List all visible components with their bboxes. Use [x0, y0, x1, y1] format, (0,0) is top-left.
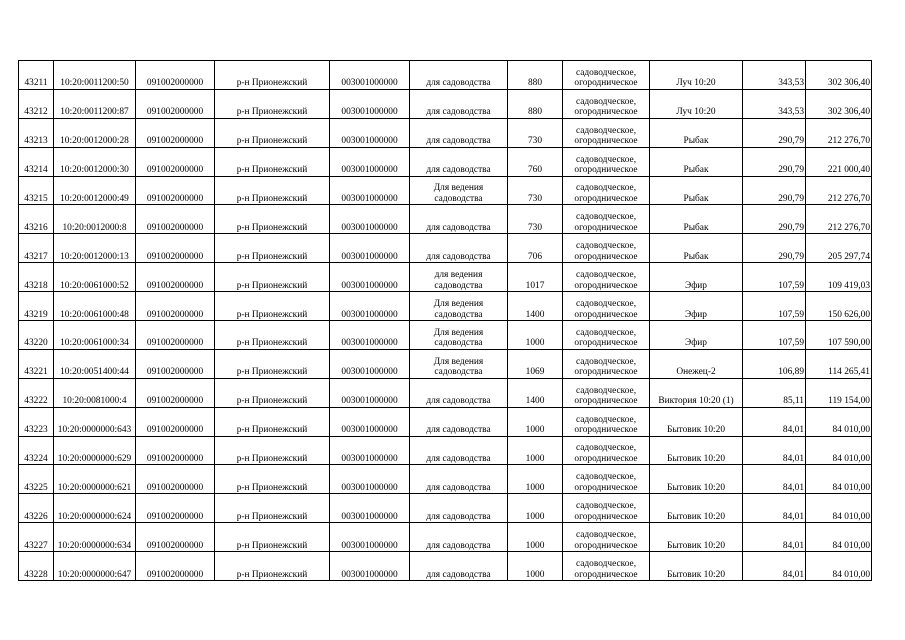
- permitted-use-cell: [410, 321, 508, 350]
- land-category-line: огородническое: [574, 540, 638, 551]
- permitted-use-line: для садоводства: [426, 396, 491, 407]
- okato-code-cell: 003001000000: [330, 523, 410, 552]
- permitted-use-cell: [410, 349, 508, 378]
- land-category-line: огородническое: [574, 107, 638, 118]
- permitted-use-line: для садоводства: [426, 425, 491, 436]
- permitted-use-line: для садоводства: [426, 251, 491, 262]
- plot-area-cell: 1400: [508, 378, 563, 407]
- association-name-cell: Луч 10:20: [650, 61, 743, 90]
- table-row: [19, 465, 872, 494]
- unit-price-cell: 107,59: [743, 292, 806, 321]
- okato-code-cell: 003001000000: [330, 321, 410, 350]
- land-category-cell: [563, 523, 650, 552]
- territory-code-cell: 091002000000: [136, 147, 215, 176]
- okato-code-cell: 003001000000: [330, 234, 410, 263]
- table-row: [19, 407, 872, 436]
- association-name-cell: Бытовик 10:20: [650, 523, 743, 552]
- permitted-use-cell: [410, 407, 508, 436]
- territory-code-cell: 091002000000: [136, 349, 215, 378]
- unit-price-cell: 290,79: [743, 118, 806, 147]
- table-row: [19, 61, 872, 90]
- table-row: [19, 205, 872, 234]
- land-category-line: огородническое: [574, 482, 638, 493]
- land-category-cell: [563, 465, 650, 494]
- row-id-cell: 43228: [19, 552, 54, 581]
- district-name-cell: р-н Прионежский: [215, 263, 330, 292]
- district-name-cell: р-н Прионежский: [215, 205, 330, 234]
- land-category-line: огородническое: [574, 367, 638, 378]
- row-id-cell: 43225: [19, 465, 54, 494]
- plot-area-cell: 1000: [508, 321, 563, 350]
- cadastral-number-cell: 10:20:0061000:48: [54, 292, 136, 321]
- cadastral-number-cell: 10:20:0012000:8: [54, 205, 136, 234]
- permitted-use-cell: [410, 292, 508, 321]
- cadastral-cost-cell: 119 154,00: [806, 378, 872, 407]
- unit-price-cell: 85,11: [743, 378, 806, 407]
- unit-price-cell: 84,01: [743, 494, 806, 523]
- permitted-use-line: для садоводства: [426, 78, 491, 89]
- cadastral-number-cell: 10:20:0061000:34: [54, 321, 136, 350]
- cadastral-number-cell: 10:20:0012000:13: [54, 234, 136, 263]
- district-name-cell: р-н Прионежский: [215, 349, 330, 378]
- cadastral-cost-cell: 84 010,00: [806, 552, 872, 581]
- okato-code-cell: 003001000000: [330, 349, 410, 378]
- cadastral-cost-cell: 84 010,00: [806, 465, 872, 494]
- permitted-use-line: для садоводства: [426, 540, 491, 551]
- okato-code-cell: 003001000000: [330, 552, 410, 581]
- district-name-cell: р-н Прионежский: [215, 292, 330, 321]
- cadastral-cost-cell: 212 276,70: [806, 205, 872, 234]
- land-category-cell: [563, 176, 650, 205]
- cadastral-cost-cell: 107 590,00: [806, 321, 872, 350]
- district-name-cell: р-н Прионежский: [215, 147, 330, 176]
- table-row: [19, 292, 872, 321]
- land-category-line: садоводческое,: [575, 67, 637, 78]
- territory-code-cell: 091002000000: [136, 234, 215, 263]
- cadastral-number-cell: 10:20:0051400:44: [54, 349, 136, 378]
- land-category-cell: [563, 436, 650, 465]
- territory-code-cell: 091002000000: [136, 436, 215, 465]
- land-category-cell: [563, 61, 650, 90]
- table-row: [19, 176, 872, 205]
- territory-code-cell: 091002000000: [136, 205, 215, 234]
- district-name-cell: р-н Прионежский: [215, 465, 330, 494]
- plot-area-cell: 1000: [508, 552, 563, 581]
- plot-area-cell: 1000: [508, 494, 563, 523]
- land-category-line: огородническое: [574, 511, 638, 522]
- cadastral-cost-cell: 84 010,00: [806, 494, 872, 523]
- okato-code-cell: 003001000000: [330, 147, 410, 176]
- plot-area-cell: 730: [508, 176, 563, 205]
- permitted-use-line: для садоводства: [426, 569, 491, 580]
- permitted-use-cell: [410, 61, 508, 90]
- cadastral-cost-cell: 84 010,00: [806, 436, 872, 465]
- permitted-use-line: для садоводства: [426, 165, 491, 176]
- land-category-line: садоводческое,: [575, 385, 637, 396]
- plot-area-cell: 1400: [508, 292, 563, 321]
- land-category-cell: [563, 349, 650, 378]
- cadastral-cost-cell: 84 010,00: [806, 407, 872, 436]
- land-category-line: садоводческое,: [575, 559, 637, 570]
- okato-code-cell: 003001000000: [330, 89, 410, 118]
- land-category-cell: [563, 552, 650, 581]
- permitted-use-line: для садоводства: [426, 453, 491, 464]
- permitted-use-cell: [410, 494, 508, 523]
- cadastral-number-cell: 10:20:0000000:621: [54, 465, 136, 494]
- association-name-cell: Бытовик 10:20: [650, 465, 743, 494]
- land-category-line: огородническое: [574, 453, 638, 464]
- cadastral-cost-cell: 212 276,70: [806, 118, 872, 147]
- unit-price-cell: 343,53: [743, 89, 806, 118]
- cadastral-number-cell: 10:20:0000000:629: [54, 436, 136, 465]
- land-category-cell: [563, 263, 650, 292]
- territory-code-cell: 091002000000: [136, 321, 215, 350]
- row-id-cell: 43215: [19, 176, 54, 205]
- land-category-line: садоводческое,: [575, 530, 637, 541]
- plot-area-cell: 1069: [508, 349, 563, 378]
- land-category-line: огородническое: [574, 136, 638, 147]
- district-name-cell: р-н Прионежский: [215, 89, 330, 118]
- association-name-cell: Эфир: [650, 292, 743, 321]
- territory-code-cell: 091002000000: [136, 292, 215, 321]
- permitted-use-line: садоводства: [434, 367, 483, 378]
- plot-area-cell: 1000: [508, 407, 563, 436]
- row-id-cell: 43219: [19, 292, 54, 321]
- permitted-use-line: для садоводства: [426, 222, 491, 233]
- permitted-use-line: садоводства: [434, 193, 483, 204]
- okato-code-cell: 003001000000: [330, 61, 410, 90]
- association-name-cell: Бытовик 10:20: [650, 494, 743, 523]
- land-category-line: садоводческое,: [575, 327, 637, 338]
- association-name-cell: Бытовик 10:20: [650, 436, 743, 465]
- land-category-line: садоводческое,: [575, 212, 637, 223]
- row-id-cell: 43226: [19, 494, 54, 523]
- permitted-use-cell: [410, 118, 508, 147]
- cadastral-cost-cell: 302 306,40: [806, 89, 872, 118]
- unit-price-cell: 84,01: [743, 436, 806, 465]
- permitted-use-cell: [410, 234, 508, 263]
- district-name-cell: р-н Прионежский: [215, 378, 330, 407]
- row-id-cell: 43212: [19, 89, 54, 118]
- unit-price-cell: 290,79: [743, 176, 806, 205]
- plot-area-cell: 706: [508, 234, 563, 263]
- association-name-cell: Рыбак: [650, 205, 743, 234]
- territory-code-cell: 091002000000: [136, 407, 215, 436]
- cadastral-number-cell: 10:20:0012000:28: [54, 118, 136, 147]
- row-id-cell: 43217: [19, 234, 54, 263]
- district-name-cell: р-н Прионежский: [215, 523, 330, 552]
- land-category-cell: [563, 407, 650, 436]
- district-name-cell: р-н Прионежский: [215, 176, 330, 205]
- okato-code-cell: 003001000000: [330, 176, 410, 205]
- land-category-line: огородническое: [574, 569, 638, 580]
- unit-price-cell: 107,59: [743, 263, 806, 292]
- table-body: [19, 61, 872, 581]
- table-row: [19, 349, 872, 378]
- district-name-cell: р-н Прионежский: [215, 321, 330, 350]
- permitted-use-line: для садоводства: [426, 136, 491, 147]
- land-category-cell: [563, 494, 650, 523]
- permitted-use-line: садоводства: [434, 309, 483, 320]
- district-name-cell: р-н Прионежский: [215, 61, 330, 90]
- permitted-use-line: Для ведения: [433, 183, 484, 194]
- okato-code-cell: 003001000000: [330, 494, 410, 523]
- table-row: [19, 118, 872, 147]
- association-name-cell: Бытовик 10:20: [650, 407, 743, 436]
- association-name-cell: Рыбак: [650, 234, 743, 263]
- permitted-use-cell: [410, 205, 508, 234]
- land-plots-table: [18, 60, 872, 581]
- association-name-cell: Луч 10:20: [650, 89, 743, 118]
- land-category-cell: [563, 234, 650, 263]
- association-name-cell: Эфир: [650, 263, 743, 292]
- territory-code-cell: 091002000000: [136, 263, 215, 292]
- district-name-cell: р-н Прионежский: [215, 436, 330, 465]
- plot-area-cell: 1000: [508, 465, 563, 494]
- district-name-cell: р-н Прионежский: [215, 494, 330, 523]
- association-name-cell: Рыбак: [650, 147, 743, 176]
- plot-area-cell: 880: [508, 89, 563, 118]
- land-category-cell: [563, 292, 650, 321]
- table-row: [19, 89, 872, 118]
- land-category-cell: [563, 378, 650, 407]
- cadastral-cost-cell: 114 265,41: [806, 349, 872, 378]
- cadastral-cost-cell: 221 000,40: [806, 147, 872, 176]
- cadastral-number-cell: 10:20:0000000:643: [54, 407, 136, 436]
- permitted-use-line: Для ведения: [433, 356, 484, 367]
- land-category-cell: [563, 89, 650, 118]
- table-row: [19, 523, 872, 552]
- permitted-use-line: для садоводства: [426, 511, 491, 522]
- land-category-cell: [563, 118, 650, 147]
- cadastral-number-cell: 10:20:0081000:4: [54, 378, 136, 407]
- land-category-line: огородническое: [574, 280, 638, 291]
- territory-code-cell: 091002000000: [136, 118, 215, 147]
- cadastral-number-cell: 10:20:0000000:624: [54, 494, 136, 523]
- plot-area-cell: 730: [508, 205, 563, 234]
- table-row: [19, 147, 872, 176]
- land-category-line: огородническое: [574, 309, 638, 320]
- plot-area-cell: 1017: [508, 263, 563, 292]
- cadastral-cost-cell: 205 297,74: [806, 234, 872, 263]
- land-category-line: огородническое: [574, 251, 638, 262]
- territory-code-cell: 091002000000: [136, 61, 215, 90]
- territory-code-cell: 091002000000: [136, 465, 215, 494]
- permitted-use-line: для садоводства: [426, 482, 491, 493]
- association-name-cell: Онежец-2: [650, 349, 743, 378]
- land-category-line: садоводческое,: [575, 414, 637, 425]
- land-category-line: садоводческое,: [575, 125, 637, 136]
- cadastral-number-cell: 10:20:0012000:49: [54, 176, 136, 205]
- land-category-line: садоводческое,: [575, 443, 637, 454]
- permitted-use-cell: [410, 465, 508, 494]
- cadastral-cost-cell: 150 626,00: [806, 292, 872, 321]
- permitted-use-cell: [410, 89, 508, 118]
- row-id-cell: 43216: [19, 205, 54, 234]
- row-id-cell: 43211: [19, 61, 54, 90]
- cadastral-cost-cell: 302 306,40: [806, 61, 872, 90]
- permitted-use-cell: [410, 176, 508, 205]
- permitted-use-line: садоводства: [434, 338, 483, 349]
- okato-code-cell: 003001000000: [330, 118, 410, 147]
- land-category-line: садоводческое,: [575, 472, 637, 483]
- cadastral-number-cell: 10:20:0011200:87: [54, 89, 136, 118]
- table-row: [19, 378, 872, 407]
- plot-area-cell: 730: [508, 118, 563, 147]
- row-id-cell: 43222: [19, 378, 54, 407]
- cadastral-cost-cell: 84 010,00: [806, 523, 872, 552]
- association-name-cell: Бытовик 10:20: [650, 552, 743, 581]
- land-category-line: огородническое: [574, 78, 638, 89]
- plot-area-cell: 1000: [508, 523, 563, 552]
- territory-code-cell: 091002000000: [136, 89, 215, 118]
- permitted-use-line: садоводства: [434, 280, 483, 291]
- territory-code-cell: 091002000000: [136, 176, 215, 205]
- row-id-cell: 43214: [19, 147, 54, 176]
- cadastral-cost-cell: 109 419,03: [806, 263, 872, 292]
- permitted-use-line: для ведения: [434, 270, 483, 281]
- okato-code-cell: 003001000000: [330, 436, 410, 465]
- permitted-use-line: для садоводства: [426, 107, 491, 118]
- row-id-cell: 43223: [19, 407, 54, 436]
- plot-area-cell: 1000: [508, 436, 563, 465]
- land-category-cell: [563, 205, 650, 234]
- district-name-cell: р-н Прионежский: [215, 234, 330, 263]
- unit-price-cell: 84,01: [743, 407, 806, 436]
- table-row: [19, 552, 872, 581]
- unit-price-cell: 290,79: [743, 205, 806, 234]
- land-category-line: садоводческое,: [575, 501, 637, 512]
- land-category-line: садоводческое,: [575, 96, 637, 107]
- okato-code-cell: 003001000000: [330, 378, 410, 407]
- permitted-use-cell: [410, 436, 508, 465]
- table-row: [19, 263, 872, 292]
- row-id-cell: 43220: [19, 321, 54, 350]
- table-row: [19, 494, 872, 523]
- permitted-use-line: Для ведения: [433, 299, 484, 310]
- land-category-line: садоводческое,: [575, 356, 637, 367]
- permitted-use-cell: [410, 263, 508, 292]
- land-category-line: садоводческое,: [575, 299, 637, 310]
- permitted-use-cell: [410, 147, 508, 176]
- land-category-line: садоводческое,: [575, 241, 637, 252]
- row-id-cell: 43221: [19, 349, 54, 378]
- row-id-cell: 43227: [19, 523, 54, 552]
- cadastral-number-cell: 10:20:0011200:50: [54, 61, 136, 90]
- land-category-line: огородническое: [574, 165, 638, 176]
- land-category-line: огородническое: [574, 193, 638, 204]
- unit-price-cell: 84,01: [743, 465, 806, 494]
- land-category-line: огородническое: [574, 222, 638, 233]
- okato-code-cell: 003001000000: [330, 205, 410, 234]
- land-category-line: огородническое: [574, 338, 638, 349]
- permitted-use-cell: [410, 552, 508, 581]
- territory-code-cell: 091002000000: [136, 552, 215, 581]
- cadastral-number-cell: 10:20:0000000:647: [54, 552, 136, 581]
- cadastral-number-cell: 10:20:0000000:634: [54, 523, 136, 552]
- table-row: [19, 234, 872, 263]
- table-row: [19, 321, 872, 350]
- okato-code-cell: 003001000000: [330, 263, 410, 292]
- plot-area-cell: 760: [508, 147, 563, 176]
- okato-code-cell: 003001000000: [330, 292, 410, 321]
- unit-price-cell: 290,79: [743, 147, 806, 176]
- association-name-cell: Рыбак: [650, 176, 743, 205]
- land-category-line: садоводческое,: [575, 183, 637, 194]
- unit-price-cell: 107,59: [743, 321, 806, 350]
- cadastral-number-cell: 10:20:0012000:30: [54, 147, 136, 176]
- land-category-cell: [563, 147, 650, 176]
- association-name-cell: Виктория 10:20 (1): [650, 378, 743, 407]
- territory-code-cell: 091002000000: [136, 494, 215, 523]
- row-id-cell: 43218: [19, 263, 54, 292]
- unit-price-cell: 343,53: [743, 61, 806, 90]
- permitted-use-cell: [410, 523, 508, 552]
- okato-code-cell: 003001000000: [330, 407, 410, 436]
- territory-code-cell: 091002000000: [136, 523, 215, 552]
- land-category-line: садоводческое,: [575, 154, 637, 165]
- land-category-line: садоводческое,: [575, 270, 637, 281]
- territory-code-cell: 091002000000: [136, 378, 215, 407]
- land-category-line: огородническое: [574, 425, 638, 436]
- land-category-cell: [563, 321, 650, 350]
- association-name-cell: Эфир: [650, 321, 743, 350]
- unit-price-cell: 106,89: [743, 349, 806, 378]
- row-id-cell: 43224: [19, 436, 54, 465]
- unit-price-cell: 84,01: [743, 552, 806, 581]
- plot-area-cell: 880: [508, 61, 563, 90]
- unit-price-cell: 84,01: [743, 523, 806, 552]
- district-name-cell: р-н Прионежский: [215, 118, 330, 147]
- permitted-use-cell: [410, 378, 508, 407]
- district-name-cell: р-н Прионежский: [215, 407, 330, 436]
- row-id-cell: 43213: [19, 118, 54, 147]
- table-row: [19, 436, 872, 465]
- okato-code-cell: 003001000000: [330, 465, 410, 494]
- permitted-use-line: Для ведения: [433, 327, 484, 338]
- cadastral-number-cell: 10:20:0061000:52: [54, 263, 136, 292]
- association-name-cell: Рыбак: [650, 118, 743, 147]
- cadastral-cost-cell: 212 276,70: [806, 176, 872, 205]
- unit-price-cell: 290,79: [743, 234, 806, 263]
- district-name-cell: р-н Прионежский: [215, 552, 330, 581]
- land-category-line: огородническое: [574, 396, 638, 407]
